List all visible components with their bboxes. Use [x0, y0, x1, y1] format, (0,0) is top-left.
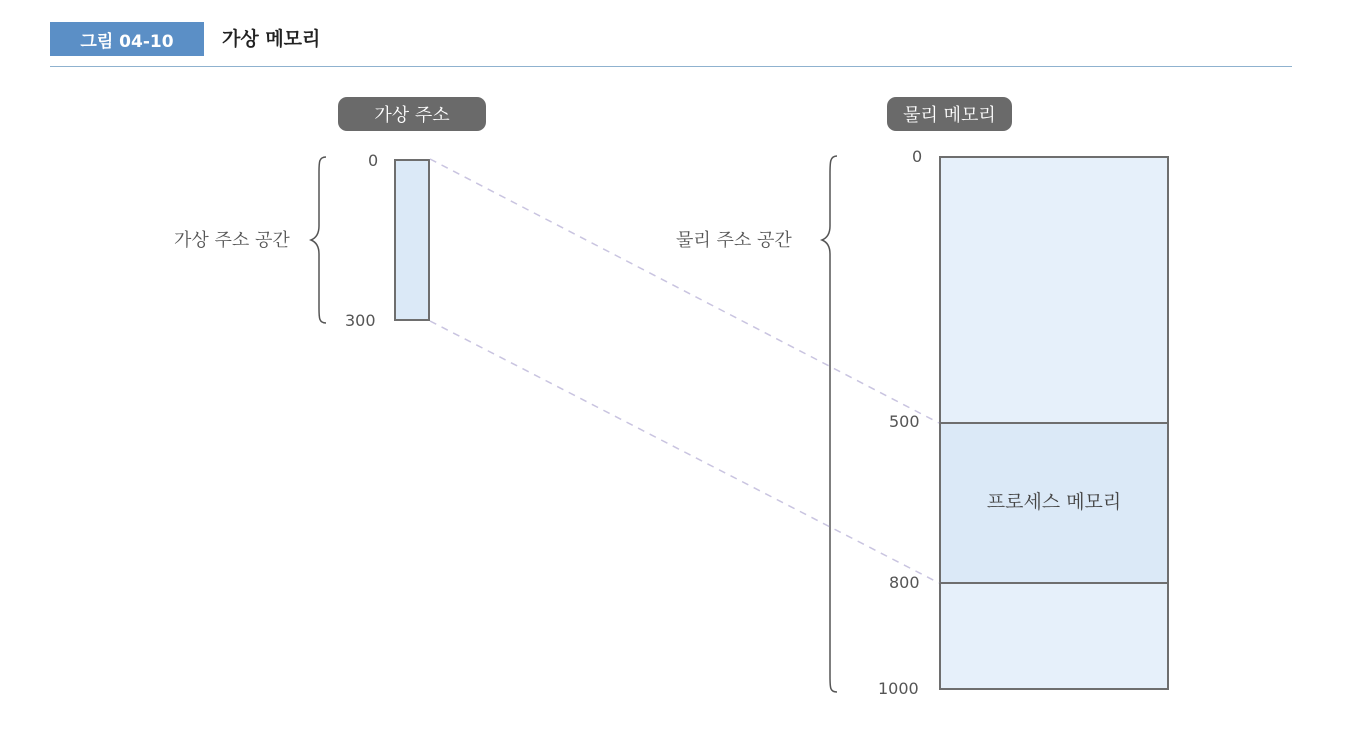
process-memory-label: 프로세스 메모리	[986, 491, 1122, 513]
virtual-tick-0: 0	[368, 151, 379, 170]
physical-tick-0: 0	[912, 147, 923, 166]
figure-title: 가상 메모리	[222, 28, 321, 50]
mapping-line-end	[430, 321, 939, 583]
physical-tick-1000: 1000	[878, 679, 919, 698]
physical-space-brace	[822, 156, 837, 692]
physical-tick-500: 500	[889, 412, 920, 431]
virtual-tick-300: 300	[345, 311, 376, 330]
mapping-line-start	[430, 159, 939, 423]
virtual-space-brace	[311, 157, 326, 323]
physical-memory-header: 물리 메모리	[887, 97, 1012, 131]
physical-space-label: 물리 주소 공간	[676, 230, 792, 251]
physical-tick-800: 800	[889, 573, 920, 592]
virtual-space-label: 가상 주소 공간	[174, 230, 290, 251]
virtual-address-header: 가상 주소	[338, 97, 486, 131]
figure-number-badge: 그림 04-10	[50, 22, 204, 56]
